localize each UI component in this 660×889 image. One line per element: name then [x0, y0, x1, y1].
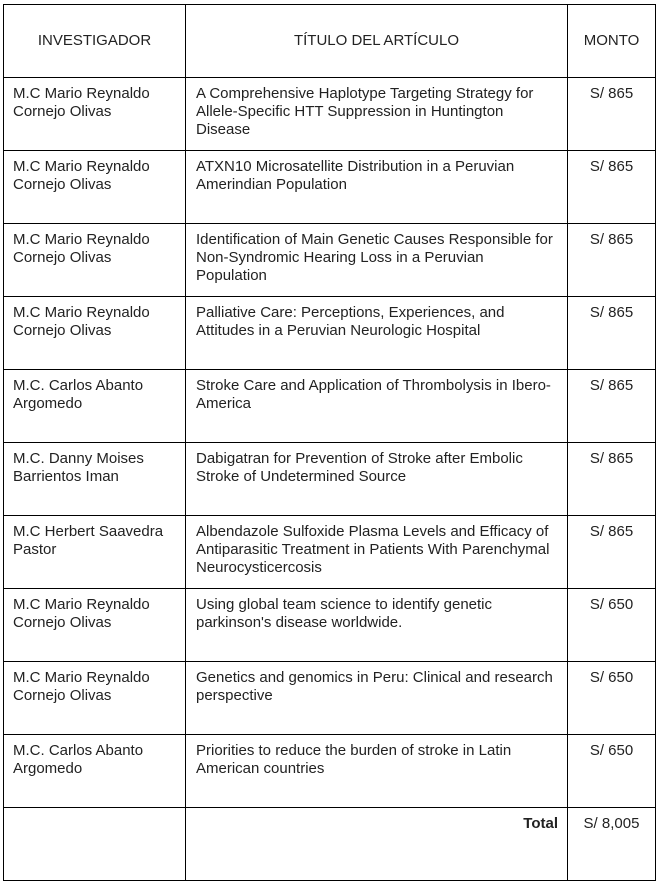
- amount-cell: S/ 865: [568, 224, 656, 297]
- table-row: [4, 516, 656, 589]
- header-amount: MONTO: [568, 5, 656, 78]
- investigator-cell: M.C Mario Reynaldo Cornejo Olivas: [4, 78, 186, 151]
- amount-cell: S/ 865: [568, 297, 656, 370]
- total-label: Total: [186, 808, 568, 881]
- article-title-cell: Palliative Care: Perceptions, Experiences, and Attitudes in a Peruvian Neurologic Hospital: [186, 297, 568, 370]
- amount-cell: S/ 865: [568, 78, 656, 151]
- amount-cell: S/ 650: [568, 662, 656, 735]
- header-title: TÍTULO DEL ARTÍCULO: [186, 5, 568, 78]
- article-title-cell: Using global team science to identify genetic parkinson's disease worldwide.: [186, 589, 568, 662]
- investigator-cell: M.C Mario Reynaldo Cornejo Olivas: [4, 224, 186, 297]
- investigator-cell: M.C Mario Reynaldo Cornejo Olivas: [4, 589, 186, 662]
- article-title-cell: Stroke Care and Application of Thrombolysis in Ibero-America: [186, 370, 568, 443]
- table-row: [4, 662, 656, 735]
- table-row: [4, 443, 656, 516]
- investigator-cell: M.C Mario Reynaldo Cornejo Olivas: [4, 151, 186, 224]
- amount-cell: S/ 865: [568, 443, 656, 516]
- table-row: [4, 151, 656, 224]
- amount-cell: S/ 865: [568, 516, 656, 589]
- article-title-cell: Genetics and genomics in Peru: Clinical and research perspective: [186, 662, 568, 735]
- total-empty-cell: [4, 808, 186, 881]
- investigator-cell: M.C. Carlos Abanto Argomedo: [4, 735, 186, 808]
- investigator-cell: M.C. Carlos Abanto Argomedo: [4, 370, 186, 443]
- total-amount: S/ 8,005: [568, 808, 656, 881]
- article-title-cell: Albendazole Sulfoxide Plasma Levels and Efficacy of Antiparasitic Treatment in Patients With Parenchymal Neurocysticercosis: [186, 516, 568, 589]
- header-investigator: INVESTIGADOR: [4, 5, 186, 78]
- investigator-cell: M.C Mario Reynaldo Cornejo Olivas: [4, 297, 186, 370]
- amount-cell: S/ 865: [568, 370, 656, 443]
- article-title-cell: Dabigatran for Prevention of Stroke after Embolic Stroke of Undetermined Source: [186, 443, 568, 516]
- total-row: [4, 808, 656, 881]
- header-row: [4, 5, 656, 78]
- table-row: [4, 297, 656, 370]
- article-title-cell: Priorities to reduce the burden of stroke in Latin American countries: [186, 735, 568, 808]
- investigator-cell: M.C Mario Reynaldo Cornejo Olivas: [4, 662, 186, 735]
- articles-table: [3, 4, 656, 881]
- investigator-cell: M.C. Danny Moises Barrientos Iman: [4, 443, 186, 516]
- amount-cell: S/ 650: [568, 589, 656, 662]
- article-title-cell: Identification of Main Genetic Causes Responsible for Non-Syndromic Hearing Loss in a Peruvian Population: [186, 224, 568, 297]
- table-row: [4, 224, 656, 297]
- table-row: [4, 589, 656, 662]
- amount-cell: S/ 650: [568, 735, 656, 808]
- article-title-cell: ATXN10 Microsatellite Distribution in a Peruvian Amerindian Population: [186, 151, 568, 224]
- investigator-cell: M.C Herbert Saavedra Pastor: [4, 516, 186, 589]
- article-title-cell: A Comprehensive Haplotype Targeting Strategy for Allele-Specific HTT Suppression in Huntington Disease: [186, 78, 568, 151]
- table-row: [4, 735, 656, 808]
- amount-cell: S/ 865: [568, 151, 656, 224]
- table-row: [4, 78, 656, 151]
- table-row: [4, 370, 656, 443]
